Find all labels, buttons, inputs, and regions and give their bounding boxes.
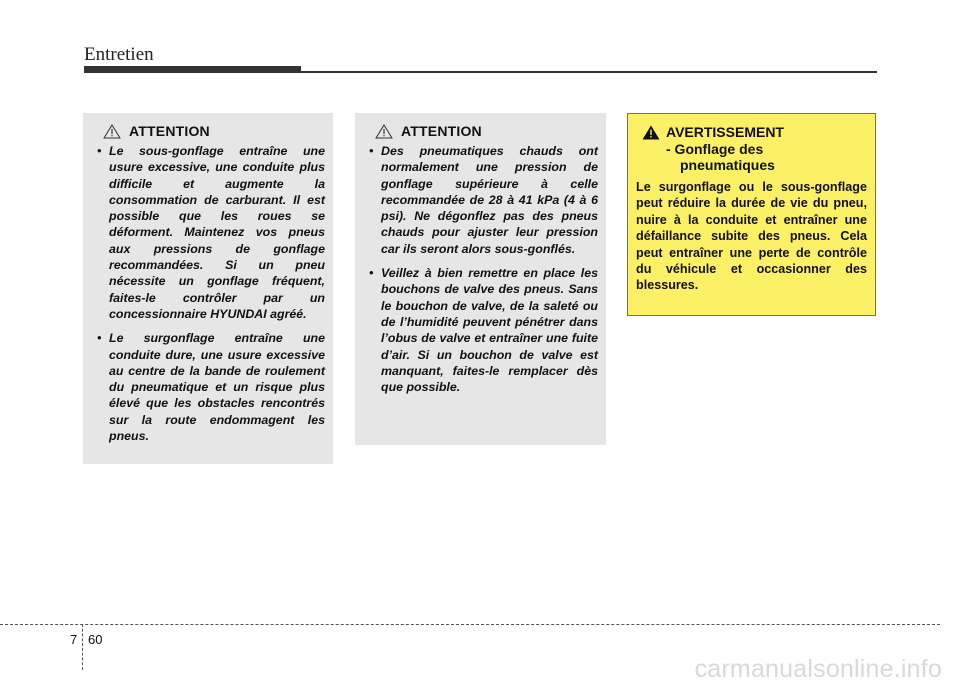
attention-header — [375, 123, 598, 139]
header-rule-thick — [84, 66, 301, 73]
attention-box-underinflation — [83, 113, 333, 464]
list-item: • Le surgonflage entraîne une conduite dure, une usure excessive au centre de la bande de roulement du pneumatique et un risque plus élevé que les obstacles rencontrés sur la route endommagent les pneus. — [97, 331, 325, 444]
attention-box-hot-tires — [355, 113, 606, 445]
list-item: • Veillez à bien remettre en place les bouchons de valve des pneus. Sans le bouchon de valve, de la saleté ou de l’humidité peuvent pénétrer dans l’obus de valve et entraîner une fuite d’air. Si un bouchon de valve est manquant, faites-le remplacer dès que possible. — [369, 266, 598, 395]
warning-header — [642, 124, 867, 173]
chapter-number: 7 — [70, 632, 78, 647]
attention-title: ATTENTION — [401, 123, 482, 139]
warning-triangle-icon — [375, 124, 393, 139]
page-header-title: Entretien — [84, 44, 154, 65]
attention-title: ATTENTION — [129, 123, 210, 139]
warning-title-block — [666, 124, 784, 173]
header-rule-thin — [301, 71, 877, 73]
warning-subtitle-line1: - Gonflage des — [666, 141, 764, 157]
watermark-text: carmanualsonline.info — [694, 655, 942, 683]
footer-dashed-rule — [0, 624, 940, 625]
warning-triangle-icon — [103, 124, 121, 139]
warning-filled-triangle-icon — [642, 125, 660, 140]
footer-dashed-divider — [82, 624, 83, 670]
attention-list — [93, 143, 325, 444]
warning-box-tire-inflation — [627, 113, 876, 316]
list-item: • Des pneumatiques chauds ont normalement une pression de gonflage supérieure à celle recommandée de 28 à 41 kPa (4 à 6 psi). Ne dégonflez pas des pneus chauds pour ajuster leur pression car ils seront alors sous-gonflés. — [369, 144, 598, 256]
warning-body: Le surgonflage ou le sous-gonflage peut réduire la durée de vie du pneu, nuire à la conduite et entraîner une défaillance subite des pneus. Cela peut entraîner une perte de contrôle du véhicule et occasionner des blessures. — [636, 180, 867, 293]
attention-header — [103, 123, 325, 139]
list-item: • Le sous-gonflage entraîne une usure excessive, une conduite plus difficile et augmente la consommation de carburant. Il est possible que les roues se déforment. Maintenez vos pneus aux pressions de gonflage recommandées. Si un pneu nécessite un gonflage fréquent, faites-le contrôler par un concessionnaire HYUNDAI agréé. — [97, 144, 325, 321]
attention-list — [365, 143, 598, 395]
warning-subtitle-line2: pneumatiques — [680, 157, 775, 173]
page-number: 60 — [88, 632, 103, 647]
warning-title: AVERTISSEMENT — [666, 124, 784, 140]
